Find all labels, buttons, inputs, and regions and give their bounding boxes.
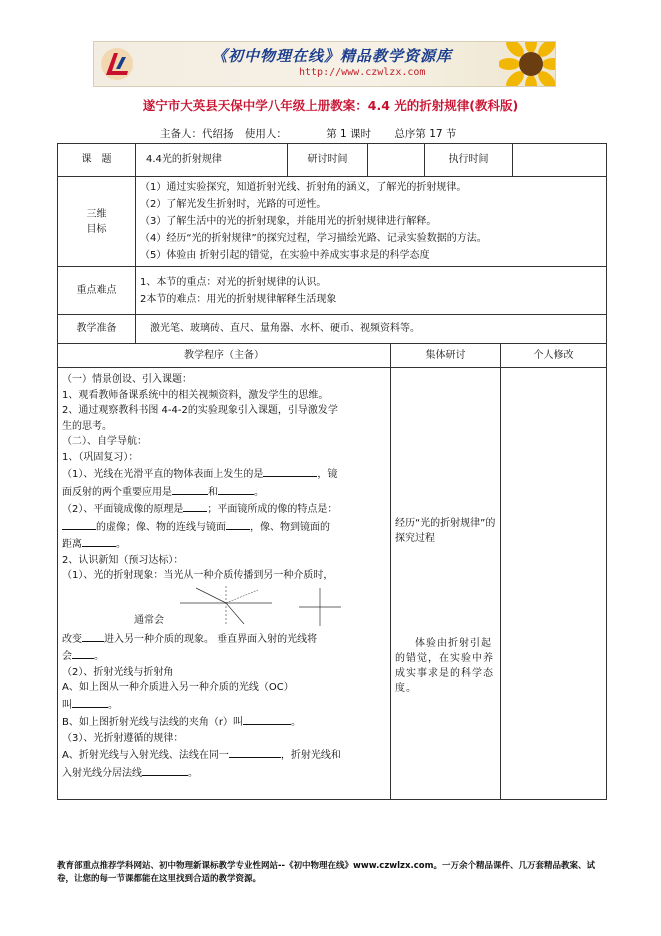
- procedure-text: 入射光线分居法线: [62, 767, 142, 779]
- goals-label-text: 三维目标: [86, 208, 107, 235]
- page-footer: 教育部重点推荐学科网站、初中物理新课标教学专业性网站--《初中物理在线》www.czwlzx.com。一万余个精品课件、几万套精品教案、试卷，让您的每一节课都能在这里找到合适的教学资源。: [57, 861, 595, 884]
- procedure-line: [62, 647, 386, 665]
- fill-blank[interactable]: [263, 465, 317, 477]
- personal-header: 个人修改: [501, 344, 607, 368]
- procedure-line: [62, 535, 386, 553]
- goals-label: [58, 177, 136, 267]
- procedure-text: （2）、平面镜成像的原理是: [62, 504, 184, 515]
- procedure-line: 通常会: [134, 614, 164, 626]
- procedure-text: （1）、光线在光滑平直的物体表面上发生的是: [62, 469, 264, 480]
- procedure-text: B、如上图折射光线与法线的夹角（r）叫: [62, 717, 243, 728]
- prep-value: 激光笔、玻璃砖、直尺、量角器、水杯、硬币、视频资料等。: [136, 315, 607, 344]
- fill-blank[interactable]: [142, 764, 188, 776]
- procedure-text: 。: [108, 699, 118, 711]
- procedure-line: [62, 518, 386, 536]
- procedure-line: [62, 630, 386, 648]
- user-label: 使用人：: [244, 128, 287, 140]
- procedure-line: （二）、自学导航：: [62, 436, 147, 447]
- procedure-line: [62, 465, 386, 483]
- goal-item: （5）体验由 折射引起的错觉，在实验中养成实事求是的科学态度: [140, 250, 430, 261]
- collective-note: 经历“光的折射规律”的探究过程: [395, 518, 496, 544]
- procedure-line: （1）、光的折射现象：当光从一种介质传播到另一种介质时，: [62, 570, 334, 581]
- procedure-text: ；平面镜所成的像的特点是：: [207, 504, 338, 515]
- banner-title: 《初中物理在线》精品教学资源库: [212, 47, 453, 65]
- document-title: 遂宁市大英县天保中学八年级上册教案：4.4 光的折射规律(教科版): [142, 98, 519, 113]
- collective-content: [391, 368, 501, 800]
- collective-note: 体验由折射引起的错觉，在实验中养成实事求是的科学态度。: [395, 638, 494, 694]
- procedure-line: （3）、光折射遵循的规律：: [62, 732, 184, 744]
- fill-blank[interactable]: [183, 500, 207, 512]
- topic-value: 4.4光的折射规律: [136, 144, 288, 177]
- refraction-diagram: [62, 584, 386, 630]
- fill-blank[interactable]: [229, 746, 281, 758]
- procedure-text: 距离: [62, 539, 82, 550]
- exec-time-label: 执行时间: [425, 144, 513, 177]
- procedure-text: ，镜: [317, 469, 338, 480]
- research-time-value: [368, 144, 425, 177]
- meta-line: [160, 126, 456, 141]
- procedure-line: 生的思考。: [62, 420, 112, 432]
- procedure-text: 。: [290, 717, 301, 728]
- goal-item: （4）经历“光的折射规律”的探究过程，学习描绘光路、记录实验数据的方法。: [140, 233, 487, 244]
- refraction-diagram-icon: [62, 584, 387, 630]
- research-time-label: 研讨时间: [288, 144, 368, 177]
- procedure-text: A、折射光线与入射光线、法线在同一: [62, 750, 229, 761]
- header-banner: [93, 41, 556, 87]
- key-point-item: 2本节的难点：用光的折射规律解释生活现象: [140, 293, 337, 305]
- procedure-line: [62, 500, 386, 518]
- main-preparer: 主备人：代绍扬: [160, 128, 234, 140]
- procedure-text: 进入另一种介质的现象。 垂直界面入射的光线将: [104, 633, 318, 645]
- goals-cell: [136, 177, 607, 267]
- procedure-text: 面反射的两个重要应用是: [62, 486, 172, 498]
- procedure-line: 2、通过观察教科书图 4-4-2的实验现象引入课题，引导激发学: [62, 405, 338, 416]
- total-number: 总序第 17 节: [394, 128, 457, 140]
- fill-blank[interactable]: [82, 535, 116, 547]
- lesson-number: 第 1 课时: [326, 128, 372, 140]
- procedure-line: 1、观看教师备课系统中的相关视频资料，激发学生的思维。: [62, 389, 329, 401]
- fill-blank[interactable]: [72, 696, 108, 708]
- procedure-text: 的虚像；像、物的连线与镜面: [96, 521, 226, 533]
- procedure-text: 会: [62, 651, 72, 662]
- procedure-text: 。: [94, 651, 104, 662]
- procedure-line: A、如上图从一种介质进入另一种介质的光线（OC）: [62, 682, 294, 693]
- goal-item: （1）通过实验探究，知道折射光线、折射角的涵义，了解光的折射规律。: [140, 182, 467, 193]
- procedure-line: [62, 483, 386, 501]
- fill-blank[interactable]: [62, 518, 96, 530]
- procedure-text: 。: [254, 486, 264, 498]
- fill-blank[interactable]: [218, 483, 254, 495]
- procedure-text: 和: [208, 486, 218, 498]
- procedure-text: 。: [188, 767, 198, 779]
- procedure-line: （2）、折射光线与折射角: [62, 666, 174, 678]
- procedure-line: （一）情景创设、引入课题：: [62, 374, 192, 385]
- fill-blank[interactable]: [226, 518, 250, 530]
- procedure-header: 教学程序（主备）: [58, 344, 391, 368]
- lesson-procedure-table: [57, 343, 607, 800]
- procedure-line: [62, 764, 386, 782]
- procedure-text: 改变: [62, 633, 82, 645]
- procedure-line: 1、（巩固复习）：: [62, 451, 139, 463]
- procedure-text: 叫: [62, 699, 72, 711]
- procedure-text: ，折射光线和: [280, 750, 341, 761]
- goal-item: （2）了解光发生折射时，光路的可逆性。: [140, 199, 327, 210]
- procedure-line: [62, 713, 386, 731]
- fill-blank[interactable]: [72, 647, 94, 659]
- topic-label: 课 题: [58, 144, 136, 177]
- lesson-info-table: [57, 143, 607, 344]
- prep-label: 教学准备: [58, 315, 136, 344]
- fill-blank[interactable]: [243, 713, 291, 725]
- site-logo-icon: [100, 47, 134, 81]
- banner-url[interactable]: http://www.czwlzx.com: [299, 67, 426, 78]
- procedure-line: 2、认识新知（预习达标）：: [62, 554, 184, 566]
- procedure-text: ，像、物到镜面的: [250, 521, 330, 533]
- procedure-content: [58, 368, 391, 800]
- key-points-label: 重点难点: [58, 267, 136, 315]
- key-point-item: 1、本节的重点：对光的折射规律的认识。: [140, 276, 327, 288]
- collective-header: 集体研讨: [391, 344, 501, 368]
- procedure-line: [62, 696, 386, 714]
- sunflower-icon: [499, 41, 556, 87]
- procedure-line: [62, 746, 386, 764]
- exec-time-value: [513, 144, 607, 177]
- goal-item: （3）了解生活中的光的折射现象，并能用光的折射规律进行解释。: [140, 216, 437, 227]
- procedure-text: 。: [116, 539, 126, 550]
- personal-content: [501, 368, 607, 800]
- key-points-cell: [136, 267, 607, 315]
- fill-blank[interactable]: [172, 483, 208, 495]
- fill-blank[interactable]: [82, 630, 104, 642]
